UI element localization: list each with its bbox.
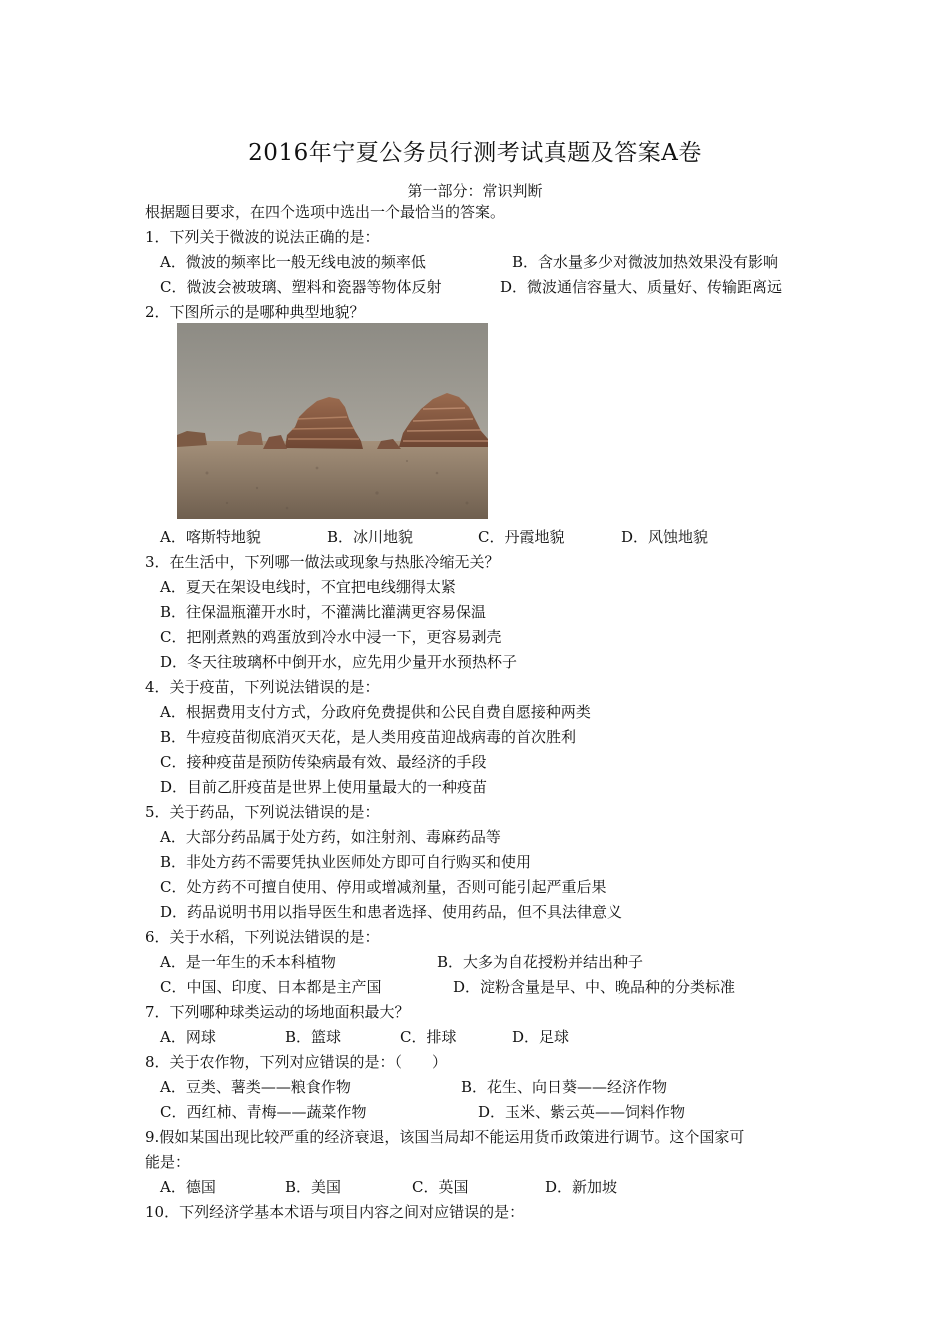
question-2-option-d: D．风蚀地貌	[621, 528, 709, 546]
question-7-stem: 7．下列哪种球类运动的场地面积最大？	[145, 1003, 410, 1021]
question-4-stem: 4．关于疫苗，下列说法错误的是：	[145, 678, 380, 696]
question-7-option-c: C．排球	[400, 1028, 457, 1046]
question-5-option-c: C．处方药不可擅自使用、停用或增减剂量，否则可能引起严重后果	[160, 878, 607, 896]
question-9-option-c: C．英国	[412, 1178, 469, 1196]
question-3-option-b: B．往保温瓶灌开水时，不灌满比灌满更容易保温	[160, 603, 487, 621]
question-4-option-b: B．牛痘疫苗彻底消灭天花，是人类用疫苗迎战病毒的首次胜利	[160, 728, 577, 746]
question-8-option-c: C．西红柿、青梅——蔬菜作物	[160, 1103, 367, 1121]
question-6-option-a: A．是一年生的禾本科植物	[160, 953, 336, 971]
question-6-option-b: B．大多为自花授粉并结出种子	[437, 953, 644, 971]
question-2-option-b: B．冰川地貌	[327, 528, 414, 546]
question-1-option-a: A．微波的频率比一般无线电波的频率低	[160, 253, 426, 271]
question-8-option-b: B．花生、向日葵——经济作物	[461, 1078, 668, 1096]
question-3-stem: 3．在生活中，下列哪一做法或现象与热胀冷缩无关？	[145, 553, 500, 571]
question-9-stem-line-1: 9.假如某国出现比较严重的经济衰退，该国当局却不能运用货币政策进行调节。这个国家可	[145, 1128, 745, 1146]
question-3-option-c: C．把刚煮熟的鸡蛋放到冷水中浸一下，更容易剥壳	[160, 628, 502, 646]
question-9-stem-line-2: 能是：	[145, 1153, 191, 1171]
question-7-option-b: B．篮球	[285, 1028, 342, 1046]
question-5-option-a: A．大部分药品属于处方药，如注射剂、毒麻药品等	[160, 828, 501, 846]
question-9-option-a: A．德国	[160, 1178, 216, 1196]
question-9-option-d: D．新加坡	[545, 1178, 618, 1196]
question-6-option-c: C．中国、印度、日本都是主产国	[160, 978, 382, 996]
question-2-stem: 2．下图所示的是哪种典型地貌？	[145, 303, 365, 321]
question-5-option-b: B．非处方药不需要凭执业医师处方即可自行购买和使用	[160, 853, 532, 871]
instruction-text: 根据题目要求，在四个选项中选出一个最恰当的答案。	[145, 203, 506, 221]
question-5-option-d: D．药品说明书用以指导医生和患者选择、使用药品，但不具法律意义	[160, 903, 623, 921]
question-8-option-d: D．玉米、紫云英——饲料作物	[478, 1103, 686, 1121]
question-6-option-d: D．淀粉含量是早、中、晚品种的分类标准	[453, 978, 736, 996]
question-1-option-d: D．微波通信容量大、质量好、传输距离远	[500, 278, 783, 296]
question-4-option-c: C．接种疫苗是预防传染病最有效、最经济的手段	[160, 753, 487, 771]
question-3-option-d: D．冬天往玻璃杯中倒开水，应先用少量开水预热杯子	[160, 653, 518, 671]
question-7-option-a: A．网球	[160, 1028, 216, 1046]
question-7-option-d: D．足球	[512, 1028, 570, 1046]
landform-photo	[177, 323, 488, 519]
question-5-stem: 5．关于药品，下列说法错误的是：	[145, 803, 380, 821]
section-heading: 第一部分：常识判断	[407, 182, 543, 200]
question-1-option-b: B．含水量多少对微波加热效果没有影响	[512, 253, 779, 271]
page-title: 2016年宁夏公务员行测考试真题及答案A卷	[248, 140, 702, 166]
question-9-option-b: B．美国	[285, 1178, 342, 1196]
question-6-stem: 6．关于水稻，下列说法错误的是：	[145, 928, 380, 946]
question-8-option-a: A．豆类、薯类——粮食作物	[160, 1078, 351, 1096]
question-4-option-a: A．根据费用支付方式，分政府免费提供和公民自费自愿接种两类	[160, 703, 591, 721]
question-1-option-c: C．微波会被玻璃、塑料和瓷器等物体反射	[160, 278, 442, 296]
question-10-stem: 10．下列经济学基本术语与项目内容之间对应错误的是：	[145, 1203, 525, 1221]
question-2-option-c: C．丹霞地貌	[478, 528, 565, 546]
yardang-landscape-image	[177, 323, 488, 519]
question-3-option-a: A．夏天在架设电线时，不宜把电线绷得太紧	[160, 578, 456, 596]
question-1-stem: 1．下列关于微波的说法正确的是：	[145, 228, 380, 246]
question-8-stem: 8．关于农作物，下列对应错误的是：（ ）	[145, 1053, 448, 1071]
question-2-option-a: A．喀斯特地貌	[160, 528, 261, 546]
question-4-option-d: D．目前乙肝疫苗是世界上使用量最大的一种疫苗	[160, 778, 488, 796]
